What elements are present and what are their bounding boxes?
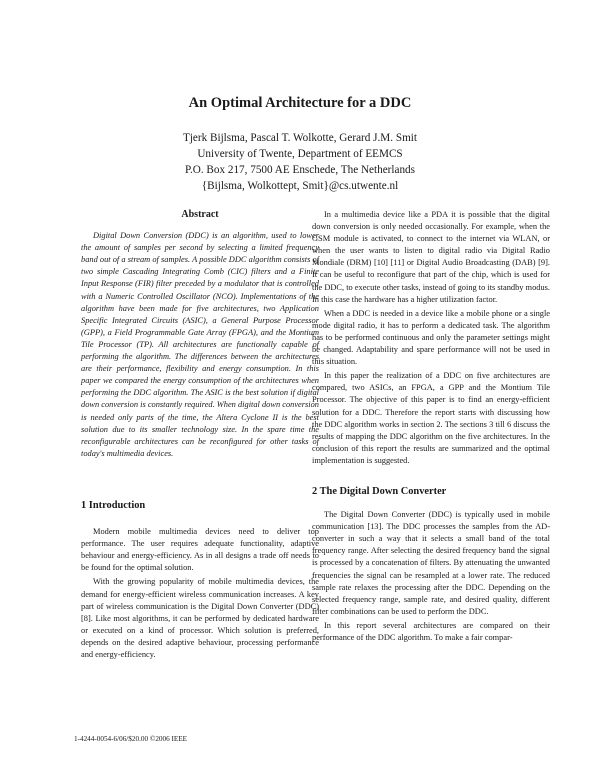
paragraph: In this paper the realization of a DDC on five architectures are compared, two ASICs, an FPGA, a GPP and the Montium Tile Processor. The objective of this paper is to find an energy-efficient solution for a DDC. Therefore the report starts with discussing how the DDC algorithm works in section 2. The sections 3 till 6 discuss the results of mapping the DDC algorithm on the five architectures. In the conclusion of this report the results are summarized and the optimal implementation is suggested.: [312, 371, 550, 465]
author-names: Tjerk Bijlsma, Pascal T. Wolkotte, Gerard J.M. Smit: [182, 132, 417, 144]
paragraph: In this report several architectures are compared on their performance of the DDC algorithm. To make a fair compar-: [312, 620, 550, 643]
paragraph: When a DDC is needed in a device like a mobile phone or a single mode digital radio, it has to perform a dedicated task. The algorithm has to be performed continuous and only the parameter settings might be changed. Adaptability and spare performance will not be used in this situation.: [312, 308, 550, 367]
author-address: P.O. Box 217, 7500 AE Enschede, The Netherlands: [184, 164, 416, 176]
paragraph: Modern mobile multimedia devices need to deliver top performance. The user requires adequate functionality, adaptive behaviour and energy-efficiency. As in all designs a trade off needs to be found for the optimal solution.: [81, 527, 319, 573]
abstract-text: Digital Down Conversion (DDC) is an algorithm, used to lower the amount of samples per second by selecting a limited frequency band out of a stream of samples. A possible DDC algorithm consists of two simple Cascading Integrating Comb (CIC) filters and a Finite Input Response (FIR) filter preceded by a modulator that is controlled with a Numeric Controlled Oscillator (NCO). Implementations of the algorithm have been made for five architectures, two Application Specific Integrated Circuits (ASIC), a General Purpose Processor (GPP), a Field Programmable Gate Array (FPGA), and the Montium Tile Processor (TP). All architectures are functionally capable of performing the algorithm. The differences between the architectures are their performance, flexibility and energy consumption. In this paper we compared the energy consumption of the architectures when performing the DDC algorithm. The ASIC is the best solution if digital down conversion is constantly required. When digital down conversion is needed only parts of the time, the Altera Cyclone II is the best solution due to its smaller technology size. In the spare time the reconfigurable architectures can be reconfigured for other tasks of today's multimedia devices.: [81, 231, 319, 458]
introduction-section: [81, 500, 319, 661]
copyright-footer: 1-4244-0054-6/06/$20.00 ©2006 IEEE: [74, 735, 188, 743]
ddc-section: [312, 486, 550, 644]
author-affiliation: University of Twente, Department of EEMCS: [197, 148, 403, 160]
paper-title: An Optimal Architecture for a DDC: [188, 95, 412, 111]
abstract-heading: Abstract: [181, 209, 219, 220]
abstract-section: [81, 209, 319, 460]
section-heading-ddc: 2 The Digital Down Converter: [312, 486, 447, 497]
introduction-continued: [312, 209, 550, 467]
author-emails: {Bijlsma, Wolkottept, Smit}@cs.utwente.nl: [201, 180, 399, 192]
author-block: [0, 130, 600, 194]
paragraph: With the growing popularity of mobile multimedia devices, the demand for energy-efficient wireless communication increases. A key part of wireless communication is the Digital Down Converter (DDC) [8]. Like most algorithms, it can be performed by dedicated hardware or executed on a kind of processor. Which solution is preferred, depends on the desired adaptive behaviour, processing performance and energy-efficiency.: [81, 577, 319, 660]
paragraph: The Digital Down Converter (DDC) is typically used in mobile communication [13]. The DDC processes the samples from the AD-converter in such a way that it selects a small band of the total frequency range. After selecting the desired frequency band the signal is processed by a concatenation of filters. By attenuating the unwanted frequencies the signal can be resampled at a lower rate. The reduced sample rate relaxes the processing after the DDC. Depending on the selected frequency range, sample rate, and desired quality, different filter combinations can be used to perform the DDC.: [312, 510, 550, 616]
section-heading-introduction: 1 Introduction: [81, 500, 146, 511]
paragraph: In a multimedia device like a PDA it is possible that the digital down conversion is only needed occasionally. For example, when the GSM module is activated, to connect to the internet via WLAN, or when the user wants to listen to digital radio via Digital Radio Mondiale (DRM) [10] [11] or Digital Audio Broadcasting (DAB) [9]. It can be useful to reconfigure that part of the chip, which is used for the DDC, to execute other tasks, instead of going to its standby modus. In this case the hardware has a higher utilization factor.: [312, 210, 550, 304]
